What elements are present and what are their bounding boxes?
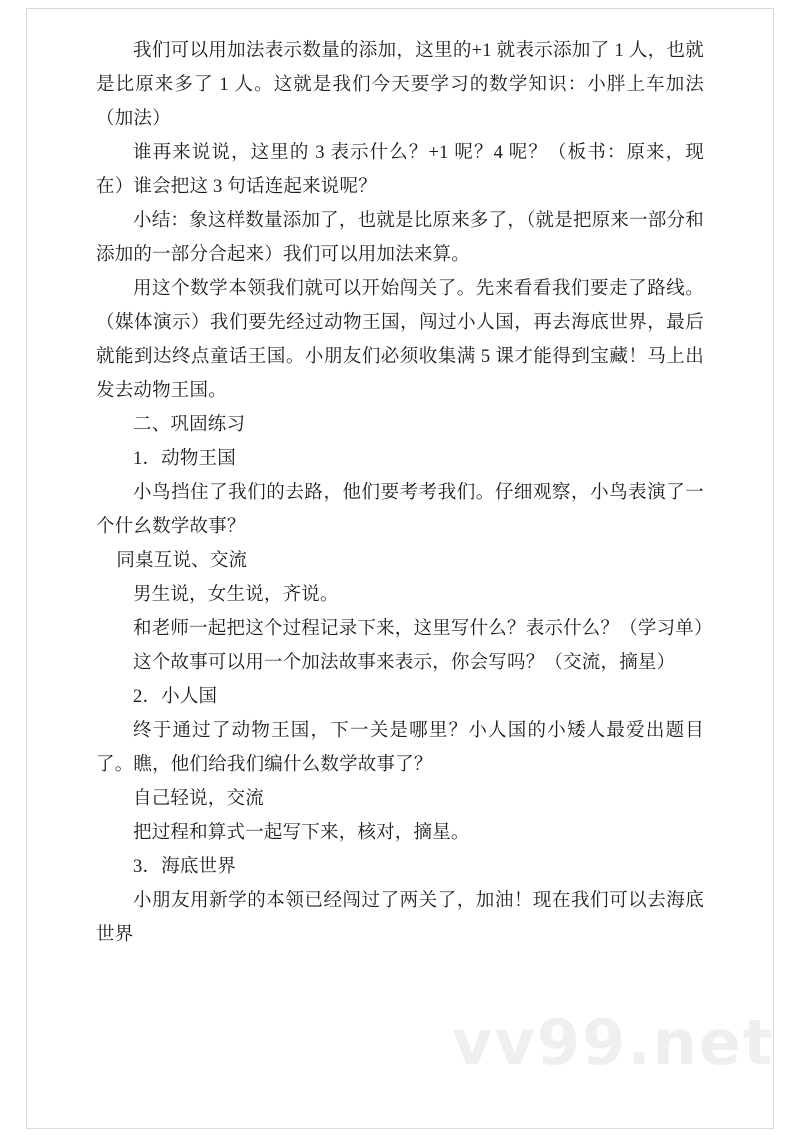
page-border-left xyxy=(26,8,27,1128)
paragraph: 同桌互说、交流 xyxy=(116,551,248,571)
document-body xyxy=(96,34,713,952)
subsection-heading: 3．海底世界 xyxy=(133,857,236,877)
subsection-heading: 1．动物王国 xyxy=(133,449,236,469)
watermark: vv99.net xyxy=(452,1006,775,1079)
paragraph: 谁再来说说，这里的 3 表示什么？+1 呢？4 呢？（板书：原来，现在）谁会把这 3 句话连起来说呢？ xyxy=(96,143,704,197)
paragraph: 小朋友用新学的本领已经闯过了两关了，加油！现在我们可以去海底世界 xyxy=(96,891,704,945)
paragraph: 我们可以用加法表示数量的添加，这里的+1 就表示添加了 1 人，也就是比原来多了 1 人。这就是我们今天要学习的数学知识：小胖上车加法（加法） xyxy=(96,41,704,129)
paragraph: 小鸟挡住了我们的去路，他们要考考我们。仔细观察，小鸟表演了一个什幺数学故事？ xyxy=(96,483,704,537)
page-border-right xyxy=(773,8,774,1128)
subsection-heading: 2．小人国 xyxy=(133,687,218,707)
paragraph: 自己轻说，交流 xyxy=(133,789,264,809)
paragraph: 把过程和算式一起写下来，核对，摘星。 xyxy=(133,823,470,843)
paragraph: 男生说，女生说，齐说。 xyxy=(133,585,339,605)
page-border-bottom xyxy=(26,1128,774,1129)
section-heading: 二、巩固练习 xyxy=(133,415,246,435)
paragraph: 小结：象这样数量添加了，也就是比原来多了，（就是把原来一部分和添加的一部分合起来）我们可以用加法来算。 xyxy=(96,211,704,265)
paragraph: 和老师一起把这个过程记录下来，这里写什么？表示什么？（学习单） xyxy=(133,619,713,639)
paragraph: 用这个数学本领我们就可以开始闯关了。先来看看我们要走了路线。（媒体演示）我们要先经过动物王国，闯过小人国，再去海底世界，最后就能到达终点童话王国。小朋友们必须收集满 5 课才能得到宝藏！马上出发去动物王国。 xyxy=(96,279,704,401)
paragraph: 这个故事可以用一个加法故事来表示，你会写吗？（交流，摘星） xyxy=(133,653,676,673)
page-border-top xyxy=(26,8,774,9)
paragraph: 终于通过了动物王国，下一关是哪里？小人国的小矮人最爱出题目了。瞧，他们给我们编什么数学故事了？ xyxy=(96,721,704,775)
